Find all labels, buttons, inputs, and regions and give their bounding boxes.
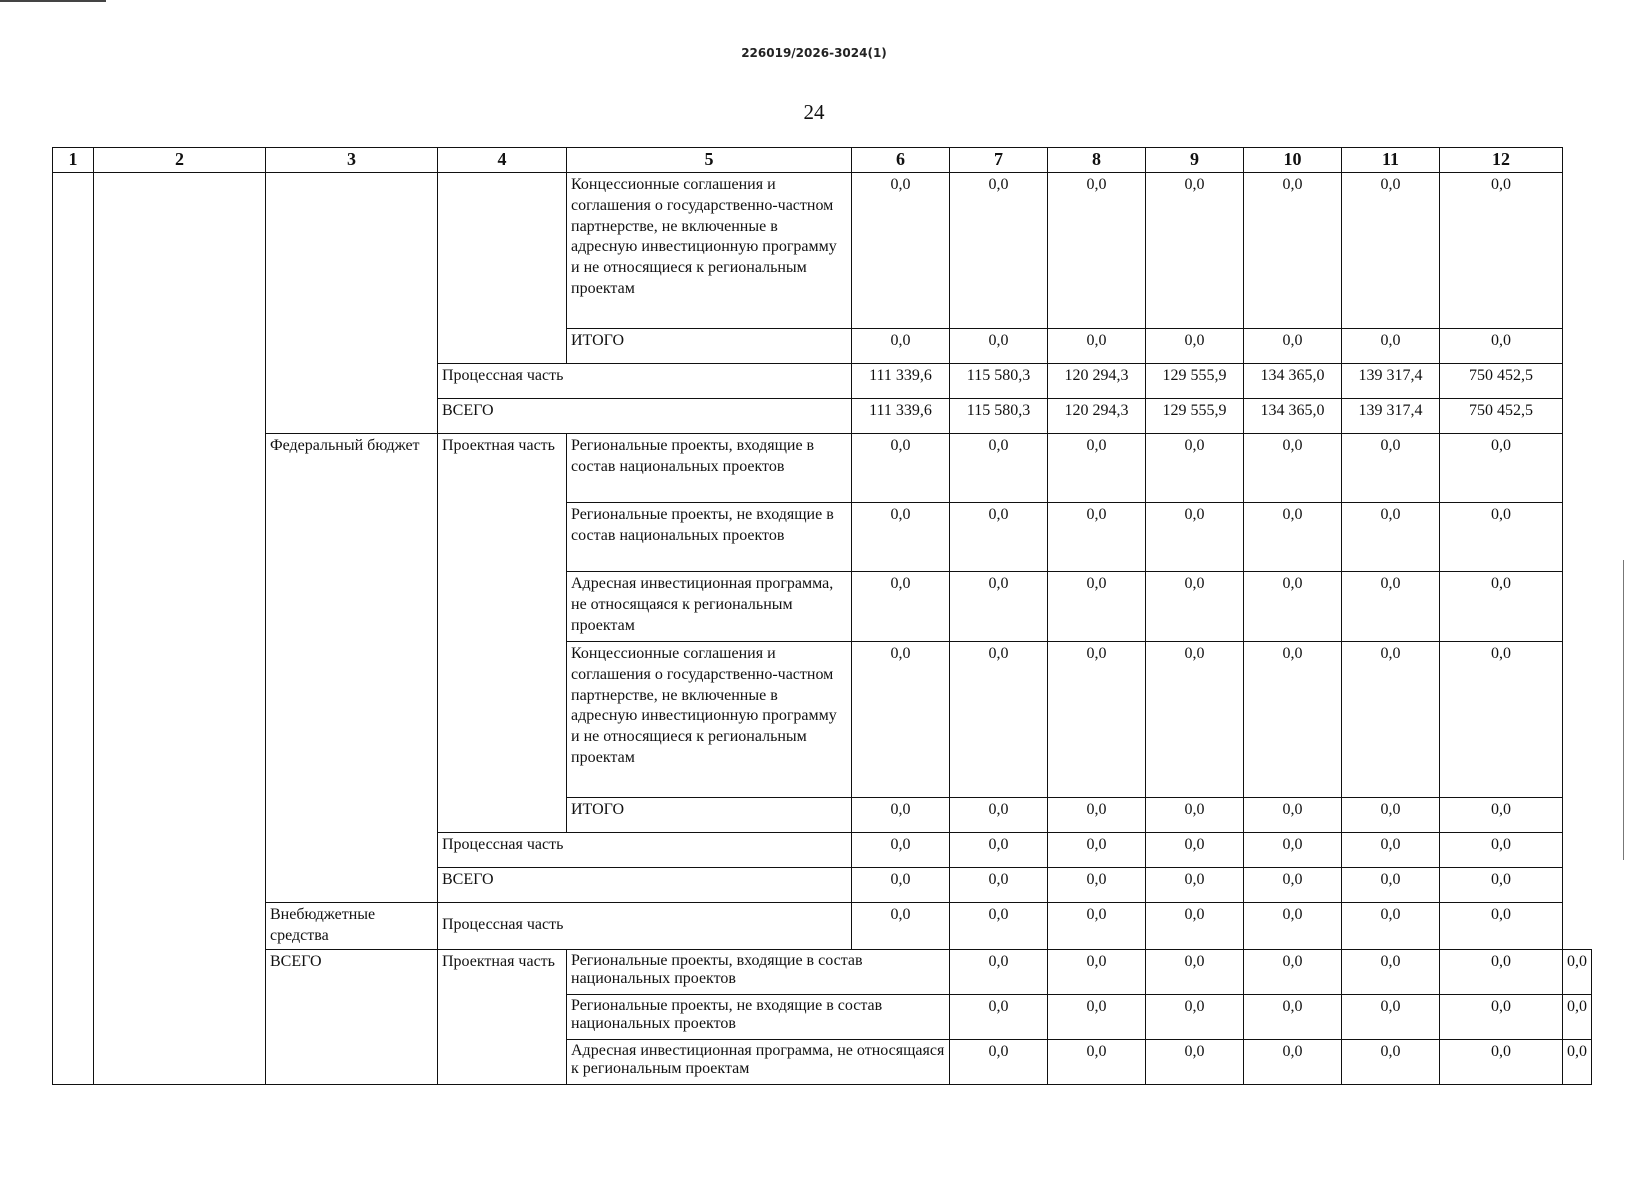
col3-cell [266, 173, 438, 434]
value-cell: 0,0 [950, 994, 1048, 1039]
value-cell: 120 294,3 [1048, 399, 1146, 434]
scan-edge-line [1623, 560, 1624, 860]
value-cell: 0,0 [950, 1039, 1048, 1084]
value-cell: 0,0 [1440, 994, 1563, 1039]
value-cell: 0,0 [1563, 949, 1592, 994]
column-header: 5 [567, 148, 852, 173]
funding-source-label: Внебюджетные средства [266, 903, 438, 950]
row-label: ИТОГО [567, 329, 852, 364]
value-cell: 0,0 [1048, 642, 1146, 798]
value-cell: 0,0 [1146, 798, 1244, 833]
budget-table [52, 147, 1592, 1085]
value-cell: 0,0 [950, 903, 1048, 950]
row-label: Региональные проекты, входящие в состав национальных проектов [567, 949, 950, 994]
row-label: Процессная часть [438, 364, 852, 399]
value-cell: 0,0 [1440, 1039, 1563, 1084]
value-cell: 0,0 [1342, 798, 1440, 833]
row-label: ВСЕГО [438, 868, 852, 903]
column-header: 1 [53, 148, 94, 173]
value-cell: 0,0 [950, 173, 1048, 329]
column-header: 10 [1244, 148, 1342, 173]
value-cell: 139 317,4 [1342, 399, 1440, 434]
value-cell: 0,0 [1048, 329, 1146, 364]
value-cell: 0,0 [1244, 572, 1342, 642]
value-cell: 0,0 [1342, 949, 1440, 994]
value-cell: 0,0 [950, 329, 1048, 364]
row-label: Адресная инвестиционная программа, не относящаяся к региональным проектам [567, 572, 852, 642]
value-cell: 0,0 [852, 798, 950, 833]
value-cell: 0,0 [1244, 994, 1342, 1039]
row-label: ВСЕГО [438, 399, 852, 434]
value-cell: 0,0 [950, 833, 1048, 868]
value-cell: 0,0 [1244, 1039, 1342, 1084]
value-cell: 0,0 [1146, 949, 1244, 994]
value-cell: 0,0 [1342, 434, 1440, 503]
value-cell: 111 339,6 [852, 364, 950, 399]
value-cell: 0,0 [950, 798, 1048, 833]
value-cell: 0,0 [1244, 833, 1342, 868]
value-cell: 0,0 [950, 642, 1048, 798]
value-cell: 0,0 [1563, 994, 1592, 1039]
value-cell: 0,0 [1244, 949, 1342, 994]
column-header: 4 [438, 148, 567, 173]
value-cell: 120 294,3 [1048, 364, 1146, 399]
value-cell: 129 555,9 [1146, 399, 1244, 434]
table-row [53, 173, 1592, 329]
value-cell: 0,0 [1440, 173, 1563, 329]
value-cell: 0,0 [1048, 868, 1146, 903]
value-cell: 129 555,9 [1146, 364, 1244, 399]
value-cell: 0,0 [950, 868, 1048, 903]
value-cell: 0,0 [1146, 642, 1244, 798]
value-cell: 750 452,5 [1440, 399, 1563, 434]
value-cell: 139 317,4 [1342, 364, 1440, 399]
column-header: 8 [1048, 148, 1146, 173]
value-cell: 0,0 [1244, 329, 1342, 364]
value-cell: 0,0 [1048, 1039, 1146, 1084]
value-cell: 0,0 [852, 434, 950, 503]
value-cell: 0,0 [1048, 503, 1146, 572]
column-header: 6 [852, 148, 950, 173]
row-label: Концессионные соглашения и соглашения о государственно-частном партнерстве, не включенные в адресную инвестиционную программу и не относящиеся к региональным проектам [567, 642, 852, 798]
value-cell: 115 580,3 [950, 364, 1048, 399]
value-cell: 0,0 [852, 903, 950, 950]
value-cell: 0,0 [1342, 329, 1440, 364]
value-cell: 0,0 [1048, 572, 1146, 642]
value-cell: 0,0 [1342, 503, 1440, 572]
value-cell: 0,0 [1146, 1039, 1244, 1084]
value-cell: 0,0 [1342, 642, 1440, 798]
value-cell: 750 452,5 [1440, 364, 1563, 399]
value-cell: 0,0 [1342, 903, 1440, 950]
value-cell: 0,0 [852, 503, 950, 572]
part-label: Проектная часть [438, 434, 567, 833]
value-cell: 0,0 [1048, 798, 1146, 833]
value-cell: 0,0 [1440, 329, 1563, 364]
value-cell: 0,0 [1563, 1039, 1592, 1084]
value-cell: 0,0 [1440, 434, 1563, 503]
row-label: Концессионные соглашения и соглашения о государственно-частном партнерстве, не включенные в адресную инвестиционную программу и не относящиеся к региональным проектам [567, 173, 852, 329]
table-row [53, 434, 1592, 503]
row-label: Адресная инвестиционная программа, не относящаяся к региональным проектам [567, 1039, 950, 1084]
page-number: 24 [803, 100, 825, 124]
part-label: Проектная часть [438, 949, 567, 1084]
value-cell: 0,0 [1146, 173, 1244, 329]
value-cell: 0,0 [1048, 903, 1146, 950]
col4-cell [438, 173, 567, 364]
value-cell: 0,0 [852, 868, 950, 903]
value-cell: 0,0 [1146, 434, 1244, 503]
column-header: 2 [94, 148, 266, 173]
value-cell: 0,0 [950, 949, 1048, 994]
value-cell: 0,0 [1048, 949, 1146, 994]
value-cell: 0,0 [1244, 642, 1342, 798]
value-cell: 0,0 [1440, 949, 1563, 994]
value-cell: 0,0 [1440, 868, 1563, 903]
value-cell: 0,0 [1244, 434, 1342, 503]
value-cell: 0,0 [852, 329, 950, 364]
value-cell: 0,0 [1146, 329, 1244, 364]
value-cell: 134 365,0 [1244, 364, 1342, 399]
value-cell: 0,0 [1146, 572, 1244, 642]
row-label: Процессная часть [438, 903, 852, 950]
header-row [53, 148, 1592, 173]
value-cell: 0,0 [1440, 503, 1563, 572]
value-cell: 0,0 [852, 173, 950, 329]
value-cell: 0,0 [1048, 994, 1146, 1039]
row-label: Региональные проекты, не входящие в состав национальных проектов [567, 503, 852, 572]
value-cell: 0,0 [1342, 833, 1440, 868]
grand-total-label: ВСЕГО [266, 949, 438, 1084]
value-cell: 0,0 [852, 642, 950, 798]
value-cell: 0,0 [1048, 833, 1146, 868]
value-cell: 0,0 [1244, 868, 1342, 903]
value-cell: 0,0 [1342, 868, 1440, 903]
value-cell: 111 339,6 [852, 399, 950, 434]
value-cell: 0,0 [1342, 994, 1440, 1039]
value-cell: 0,0 [1146, 503, 1244, 572]
value-cell: 0,0 [950, 572, 1048, 642]
table-row [53, 949, 1592, 994]
value-cell: 0,0 [1440, 572, 1563, 642]
value-cell: 0,0 [1342, 572, 1440, 642]
value-cell: 0,0 [1244, 503, 1342, 572]
table-row [53, 903, 1592, 950]
row-label: Региональные проекты, входящие в состав национальных проектов [567, 434, 852, 503]
row-label: Региональные проекты, не входящие в состав национальных проектов [567, 994, 950, 1039]
value-cell: 0,0 [1440, 833, 1563, 868]
value-cell: 0,0 [1146, 994, 1244, 1039]
column-header: 7 [950, 148, 1048, 173]
value-cell: 0,0 [1244, 903, 1342, 950]
value-cell: 0,0 [1244, 173, 1342, 329]
value-cell: 0,0 [852, 572, 950, 642]
row-label: Процессная часть [438, 833, 852, 868]
col2-cell [94, 173, 266, 1085]
value-cell: 0,0 [1440, 642, 1563, 798]
value-cell: 0,0 [1048, 434, 1146, 503]
column-header: 12 [1440, 148, 1563, 173]
funding-source-label: Федеральный бюджет [266, 434, 438, 903]
column-header: 3 [266, 148, 438, 173]
value-cell: 0,0 [1440, 798, 1563, 833]
value-cell: 0,0 [1342, 1039, 1440, 1084]
value-cell: 0,0 [1440, 903, 1563, 950]
value-cell: 0,0 [950, 503, 1048, 572]
value-cell: 0,0 [1146, 833, 1244, 868]
col1-cell [53, 173, 94, 1085]
value-cell: 0,0 [950, 434, 1048, 503]
column-header: 11 [1342, 148, 1440, 173]
value-cell: 0,0 [1048, 173, 1146, 329]
value-cell: 0,0 [852, 833, 950, 868]
value-cell: 134 365,0 [1244, 399, 1342, 434]
value-cell: 115 580,3 [950, 399, 1048, 434]
row-label: ИТОГО [567, 798, 852, 833]
value-cell: 0,0 [1146, 868, 1244, 903]
column-header: 9 [1146, 148, 1244, 173]
document-id: 226019/2026-3024(1) [741, 46, 887, 60]
value-cell: 0,0 [1146, 903, 1244, 950]
value-cell: 0,0 [1342, 173, 1440, 329]
scan-corner-line [0, 0, 106, 2]
value-cell: 0,0 [1244, 798, 1342, 833]
